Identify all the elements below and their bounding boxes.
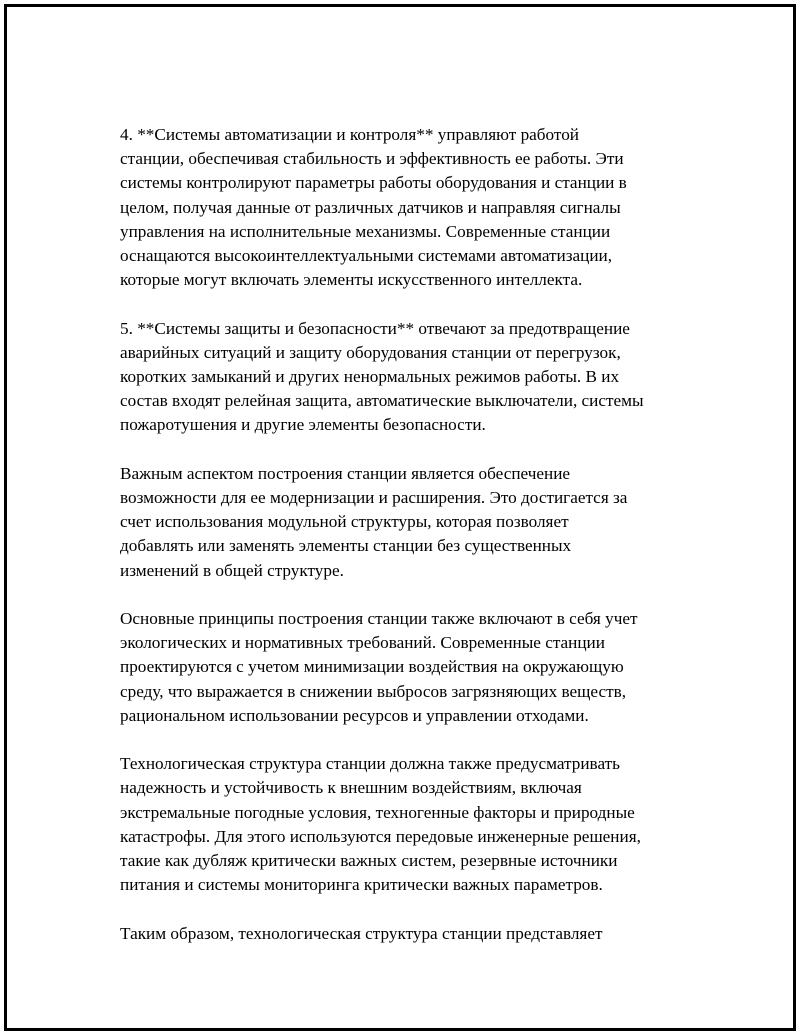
text-line: экологических и нормативных требований. Современные станции — [120, 633, 605, 653]
text-line: такие как дубляж критически важных систем, резервные источники — [120, 851, 618, 871]
text-line: станции, обеспечивая стабильность и эффективность ее работы. Эти — [120, 149, 624, 169]
paragraph-automation-systems — [120, 123, 695, 292]
text-line: Основные принципы построения станции также включают в себя учет — [120, 609, 638, 629]
text-line: Таким образом, технологическая структура станции представляет — [120, 923, 603, 943]
paragraph-reliability — [120, 752, 695, 897]
paragraph-protection-systems — [120, 317, 695, 438]
paragraph-modernization — [120, 462, 695, 583]
document-body — [120, 123, 695, 970]
text-line: добавлять или заменять элементы станции без существенных — [120, 536, 572, 556]
text-line: целом, получая данные от различных датчиков и направляя сигналы — [120, 197, 621, 217]
text-line: состав входят релейная защита, автоматические выключатели, системы — [120, 391, 644, 411]
text-line: счет использования модульной структуры, которая позволяет — [120, 512, 569, 532]
paragraph-ecology — [120, 607, 695, 728]
text-line: возможности для ее модернизации и расширения. Это достигается за — [120, 488, 628, 508]
text-line: экстремальные погодные условия, техногенные факторы и природные — [120, 802, 635, 822]
text-line: которые могут включать элементы искусственного интеллекта. — [120, 270, 583, 290]
text-line: управления на исполнительные механизмы. Современные станции — [120, 221, 611, 241]
text-line: питания и системы мониторинга критически важных параметров. — [120, 875, 603, 895]
text-line: изменений в общей структуре. — [120, 560, 344, 580]
text-line: аварийных ситуаций и защиту оборудования станции от перегрузок, — [120, 342, 621, 362]
text-line: 5. **Системы защиты и безопасности** отвечают за предотвращение — [120, 318, 630, 338]
text-line: пожаротушения и другие элементы безопасности. — [120, 415, 486, 435]
text-line: Важным аспектом построения станции является обеспечение — [120, 463, 571, 483]
text-line: оснащаются высокоинтеллектуальными системами автоматизации, — [120, 246, 613, 266]
text-line: коротких замыканий и других ненормальных режимов работы. В их — [120, 367, 620, 387]
text-line: среду, что выражается в снижении выбросов загрязняющих веществ, — [120, 681, 626, 701]
page-frame — [4, 4, 796, 1031]
text-line: Технологическая структура станции должна также предусматривать — [120, 754, 620, 774]
paragraph-conclusion — [120, 922, 695, 946]
text-line: надежность и устойчивость к внешним воздействиям, включая — [120, 778, 582, 798]
text-line: рациональном использовании ресурсов и управлении отходами. — [120, 705, 589, 725]
text-line: катастрофы. Для этого используются передовые инженерные решения, — [120, 826, 641, 846]
text-line: системы контролируют параметры работы оборудования и станции в — [120, 173, 627, 193]
text-line: проектируются с учетом минимизации воздействия на окружающую — [120, 657, 624, 677]
text-line: 4. **Системы автоматизации и контроля** управляют работой — [120, 125, 579, 144]
